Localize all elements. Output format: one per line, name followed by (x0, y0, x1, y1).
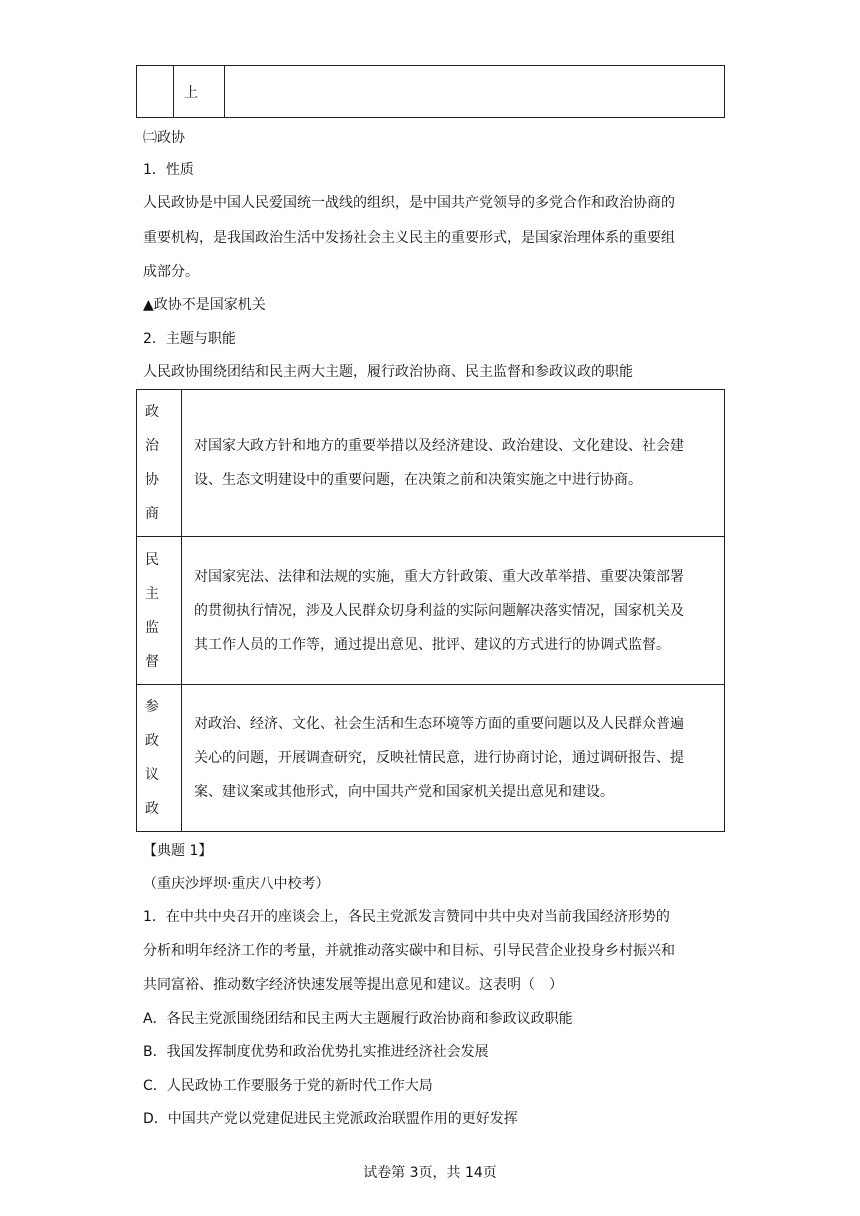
function-name: 参 政 议 政 (137, 685, 182, 832)
table-row (137, 390, 725, 537)
question-line: 1．在中共中央召开的座谈会上，各民主党派发言赞同中共中央对当前我国经济形势的 (143, 909, 670, 925)
option-b: B．我国发挥制度优势和政治优势扎实推进经济社会发展 (143, 1044, 489, 1060)
function-description: 对国家宪法、法律和法规的实施，重大方针政策、重大改革举措、重要决策部署 的贯彻执行情况，涉及人民群众切身利益的实际问题解决落实情况，国家机关及 其工作人员的工作等，通过提出意见、批评、建议的方式进行的协调式监督。 (182, 537, 725, 685)
question-line: 共同富裕、推动数字经济快速发展等提出意见和建议。这表明（ ） (143, 977, 563, 993)
functions-heading: 2．主题与职能 (143, 331, 236, 347)
nature-line: 成部分。 (143, 264, 199, 280)
functions-intro: 人民政协围绕团结和民主两大主题，履行政治协商、民主监督和参政议政的职能 (143, 364, 633, 380)
nature-heading: 1．性质 (143, 162, 194, 178)
table-row (137, 537, 725, 685)
function-description: 对国家大政方针和地方的重要举措以及经济建设、政治建设、文化建设、社会建 设、生态文明建设中的重要问题，在决策之前和决策实施之中进行协商。 (182, 390, 725, 537)
note: ▲政协不是国家机关 (143, 297, 266, 313)
function-description: 对政治、经济、文化、社会生活和生态环境等方面的重要问题以及人民群众普遍 关心的问题，开展调查研究，反映社情民意，进行协商讨论，通过调研报告、提 案、建议案或其他形式，向中国共产党和国家机关提出意见和建设。 (182, 685, 725, 832)
table-cell-char: 上 (174, 66, 225, 118)
function-name: 民 主 监 督 (137, 537, 182, 685)
nature-line: 人民政协是中国人民爱国统一战线的组织，是中国共产党领导的多党合作和政治协商的 (143, 195, 675, 211)
example-label: 【典题 1】 (143, 843, 213, 859)
nature-line: 重要机构，是我国政治生活中发扬社会主义民主的重要形式，是国家治理体系的重要组 (143, 230, 675, 246)
question-line: 分析和明年经济工作的考量，并就推动落实碳中和目标、引导民营企业投身乡村振兴和 (143, 943, 675, 959)
example-source: （重庆沙坪坝·重庆八中校考） (143, 876, 330, 892)
section-title: ㈡政协 (143, 130, 185, 146)
option-a: A．各民主党派围绕团结和民主两大主题履行政治协商和参政议政职能 (143, 1011, 573, 1027)
table-cell-empty (225, 66, 725, 118)
option-d: D．中国共产党以党建促进民主党派政治联盟作用的更好发挥 (143, 1111, 518, 1127)
option-c: C．人民政协工作要服务于党的新时代工作大局 (143, 1078, 433, 1094)
functions-table (136, 389, 725, 832)
table-cell-empty (137, 66, 174, 118)
page-footer: 试卷第 3页，共 14页 (363, 1165, 497, 1181)
continuation-table (136, 65, 725, 118)
table-row (137, 685, 725, 832)
function-name: 政 治 协 商 (137, 390, 182, 537)
